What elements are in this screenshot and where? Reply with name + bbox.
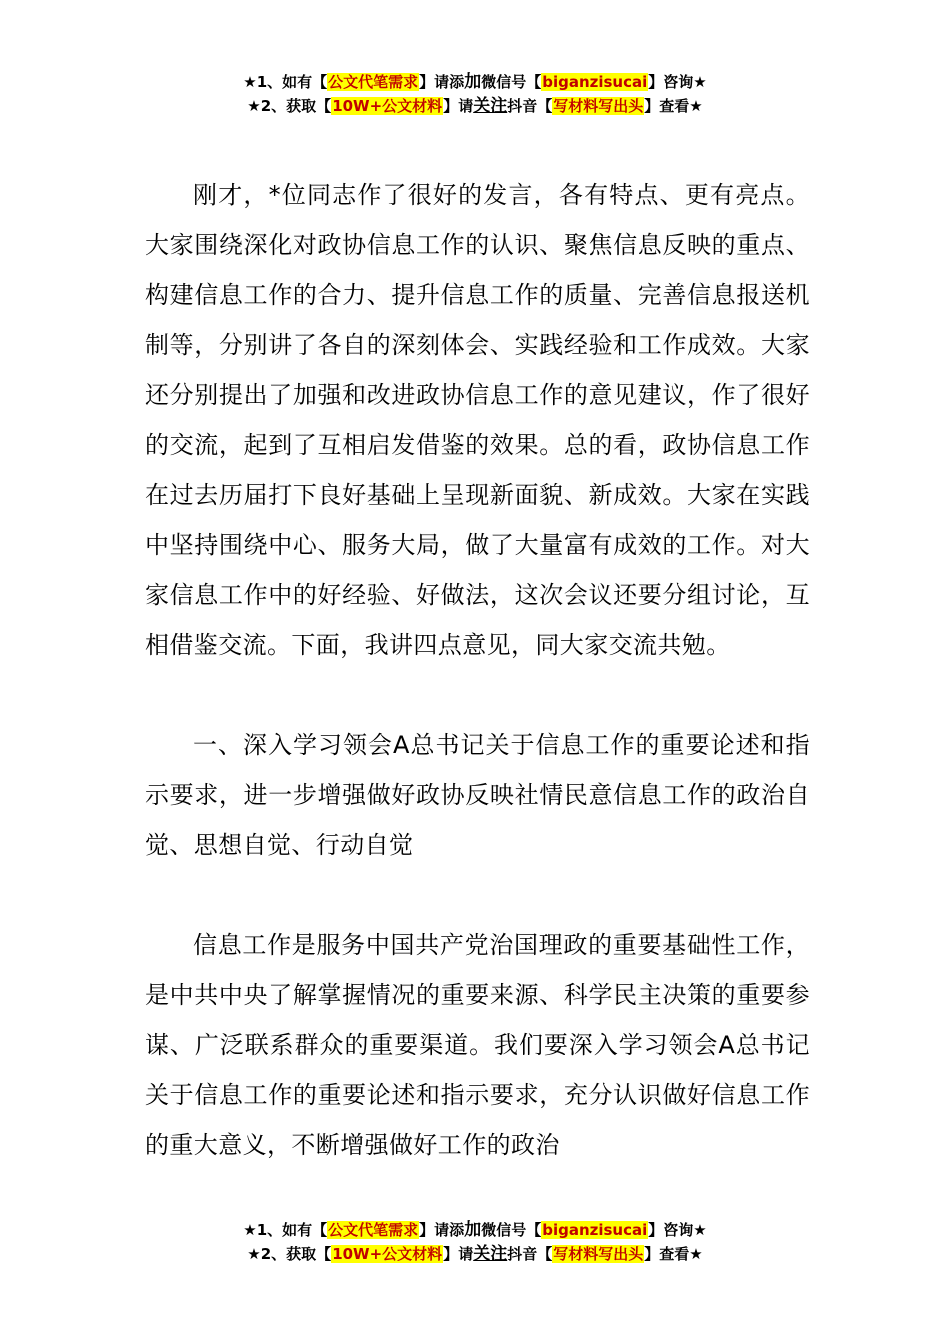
highlight-douyin: 写材料写出头 [553,97,644,115]
footer-banner [0,1218,950,1266]
paragraph-intro: 刚才，*位同志作了很好的发言，各有特点、更有亮点。大家围绕深化对政协信息工作的认识、聚焦信息反映的重点、构建信息工作的合力、提升信息工作的质量、完善信息报送机制等，分别讲了各自的深刻体会、实践经验和工作成效。大家还分别提出了加强和改进政协信息工作的意见建议，作了很好的交流，起到了互相启发借鉴的效果。总的看，政协信息工作在过去历届打下良好基础上呈现新面貌、新成效。大家在实践中坚持围绕中心、服务大局，做了大量富有成效的工作。对大家信息工作中的好经验、好做法，这次会议还要分组讨论，互相借鉴交流。下面，我讲四点意见，同大家交流共勉。 [145,181,810,659]
banner-text: 抖音【 [507,97,553,115]
highlight-materials: 10W+公文材料 [332,97,443,115]
paragraph-section-1: 信息工作是服务中国共产党治国理政的重要基础性工作，是中共中央了解掌握情况的重要来源、科学民主决策的重要参谋、广泛联系群众的重要渠道。我们要深入学习领会A总书记关于信息工作的重要论述和指示要求，充分认识做好信息工作的重大意义，不断增强做好工作的政治 [145,931,810,1159]
banner-text: ★2、获取【 [247,97,332,115]
banner-text: ★1、如有【 [243,73,328,91]
banner-text: 加 [464,72,482,92]
banner-line-2 [0,94,950,118]
banner-line-2 [0,1242,950,1266]
banner-text: ★1、如有【 [243,1221,328,1239]
banner-text: 抖音【 [507,1245,553,1263]
section-heading-1: 一、深入学习领会A总书记关于信息工作的重要论述和指示要求，进一步增强做好政协反映社情民意信息工作的政治自觉、思想自觉、行动自觉 [145,731,810,859]
highlight-materials: 10W+公文材料 [332,1245,443,1263]
highlight-service: 公文代笔需求 [328,73,419,91]
banner-text: 关注 [473,1244,508,1264]
highlight-service: 公文代笔需求 [328,1221,419,1239]
banner-line-1 [0,1218,950,1242]
banner-text: 】查看★ [644,97,703,115]
highlight-wechat-id: biganzisucai [542,73,648,91]
banner-text: 关注 [473,96,508,116]
banner-text: 微信号【 [481,73,542,91]
banner-text: 】请添 [419,73,465,91]
banner-text: ★2、获取【 [247,1245,332,1263]
banner-text: 加 [464,1220,482,1240]
highlight-wechat-id: biganzisucai [542,1221,648,1239]
banner-line-1 [0,70,950,94]
banner-text: 】查看★ [644,1245,703,1263]
banner-text: 】请 [443,1245,474,1263]
document-body [145,170,810,1170]
highlight-douyin: 写材料写出头 [553,1245,644,1263]
banner-text: 】请添 [419,1221,465,1239]
banner-text: 】请 [443,97,474,115]
banner-text: 微信号【 [481,1221,542,1239]
banner-text: 】咨询★ [648,73,707,91]
header-banner [0,70,950,118]
banner-text: 】咨询★ [648,1221,707,1239]
